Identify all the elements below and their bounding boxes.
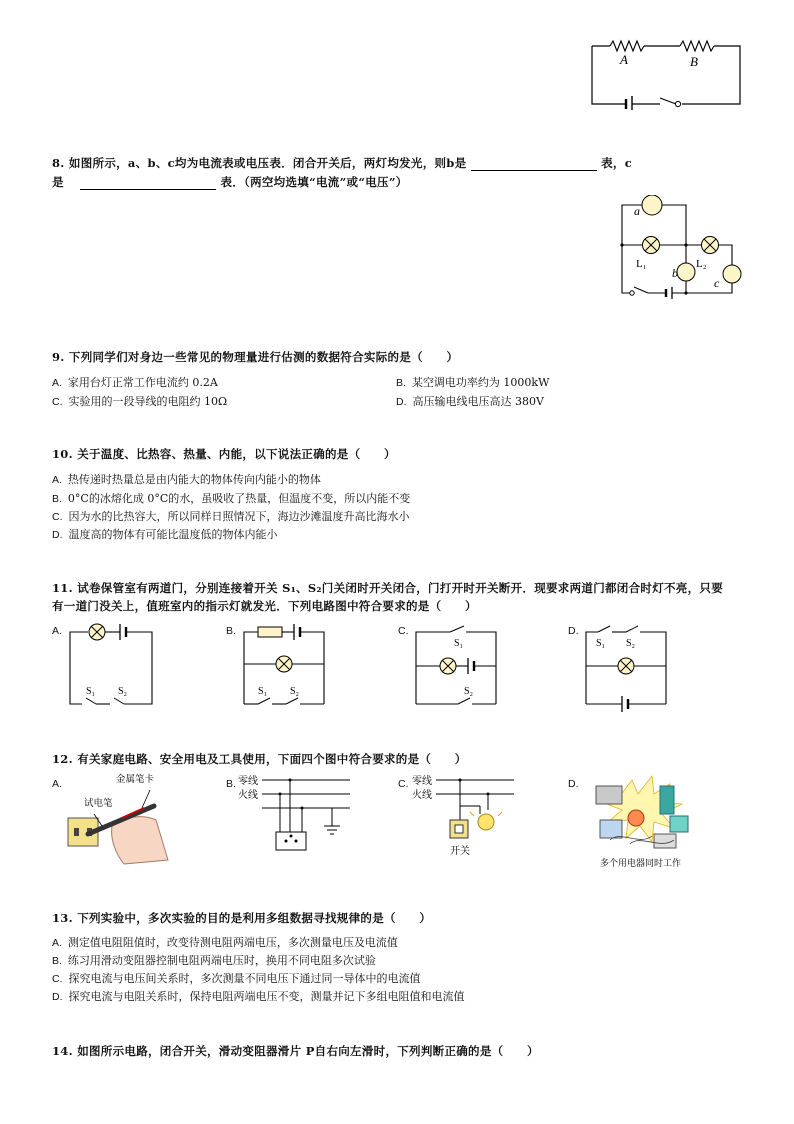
q11-b-s2: S₂ <box>290 686 300 697</box>
q12-a-cap-label: 金属笔卡 <box>116 775 155 785</box>
q13-option-d[interactable]: D. 探究电流与电阻关系时，保持电阻两端电压不变，测量并记下多组电阻值和电流值 <box>52 990 465 1003</box>
q11-circuit-d <box>582 618 672 712</box>
q9-option-b[interactable]: B. 某空调电功率约为 1000kW <box>396 376 550 389</box>
q12-figure-b <box>236 770 352 852</box>
q8-line1 <box>52 155 632 171</box>
q8-fig-b: b <box>672 266 678 280</box>
q12-a-pen-label: 试电笔 <box>84 799 113 809</box>
q8-number: 8. <box>52 156 65 170</box>
q8-circuit-figure <box>616 195 746 301</box>
q8-line2-tail: 表．（两空均选填“电流”或“电压”） <box>220 175 408 189</box>
q11-a-s2: S₂ <box>118 686 128 697</box>
q12-b-neutral: 零线 <box>238 776 258 787</box>
q11-option-d[interactable]: D. <box>568 625 579 637</box>
q12-option-d[interactable]: D. <box>568 778 579 790</box>
q8-line2-head: 是 <box>52 175 64 189</box>
q11-option-c[interactable]: C. <box>398 625 409 637</box>
q13-option-b[interactable]: B. 练习用滑动变阻器控制电阻两端电压时，换用不同电阻多次试验 <box>52 954 376 967</box>
q11-option-a[interactable]: A. <box>52 625 62 637</box>
q8-text1: 如图所示，a、b、c均为电流表或电压表．闭合开关后，两灯均发光，则b是 <box>68 156 467 170</box>
q10-option-c[interactable]: C. 因为水的比热容大，所以同样日照情况下，海边沙滩温度升高比海水小 <box>52 510 410 523</box>
q11-d-s2: S₂ <box>626 638 636 649</box>
q11-a-s1: S₁ <box>86 686 96 697</box>
q8-fig-l1: L₁ <box>636 258 647 270</box>
q8-fig-a: a <box>634 204 640 218</box>
q14-stem: 14. 如图所示电路，闭合开关，滑动变阻器滑片 P自右向左滑时，下列判断正确的是（ ） <box>52 1044 539 1058</box>
q12-d-caption: 多个用电器同时工作 <box>600 858 682 868</box>
q8-blank-1[interactable] <box>471 158 597 171</box>
q7-circuit-figure <box>586 36 746 110</box>
q12-c-switch: 开关 <box>450 846 470 857</box>
q12-figure-d <box>590 770 694 870</box>
q8-blank-2[interactable] <box>80 177 216 190</box>
q12-stem: 12. 有关家庭电路、安全用电及工具使用，下面四个图中符合要求的是（ ） <box>52 752 467 766</box>
q12-c-live: 火线 <box>412 790 432 801</box>
q10-option-a[interactable]: A. 热传递时热量总是由内能大的物体传向内能小的物体 <box>52 473 321 486</box>
q13-option-c[interactable]: C. 探究电流与电压间关系时，多次测量不同电压下通过同一导体中的电流值 <box>52 972 421 985</box>
q12-option-b[interactable]: B. <box>226 778 236 790</box>
q9-option-d[interactable]: D. 高压输电线电压高达 380V <box>396 395 544 408</box>
q11-d-s1: S₁ <box>596 638 606 649</box>
q12-figure-a <box>64 770 172 866</box>
fig7-label-b: B <box>690 54 698 69</box>
q10-stem: 10. 关于温度、比热容、热量、内能，以下说法正确的是（ ） <box>52 447 396 461</box>
fig7-label-a: A <box>620 52 628 67</box>
q9-option-a[interactable]: A. 家用台灯正常工作电流约 0.2A <box>52 376 218 389</box>
q9-stem: 9. 下列同学们对身边一些常见的物理量进行估测的数据符合实际的是（ ） <box>52 350 459 364</box>
q9-option-c[interactable]: C. 实验用的一段导线的电阻约 10Ω <box>52 395 228 408</box>
q12-figure-c <box>410 770 516 860</box>
q12-b-live: 火线 <box>238 790 258 801</box>
q10-option-d[interactable]: D. 温度高的物体有可能比温度低的物体内能小 <box>52 528 278 541</box>
q11-option-b[interactable]: B. <box>226 625 236 637</box>
q11-circuit-c <box>412 618 502 712</box>
q12-c-neutral: 零线 <box>412 776 432 787</box>
q13-option-a[interactable]: A. 测定值电阻阻值时，改变待测电阻两端电压，多次测量电压及电流值 <box>52 936 398 949</box>
q11-line2: 有一道门没关上，值班室内的指示灯就发光．下列电路图中符合要求的是（ ） <box>52 599 477 613</box>
q11-circuit-a <box>66 618 158 712</box>
q8-text1-tail: 表，c <box>601 156 632 170</box>
q11-circuit-b <box>240 618 330 712</box>
q8-line2 <box>52 174 408 190</box>
q11-c-s1: S₁ <box>454 638 464 649</box>
q11-c-s2: S₂ <box>464 686 474 697</box>
q8-fig-c: c <box>714 276 720 290</box>
q12-option-c[interactable]: C. <box>398 778 409 790</box>
q8-fig-l2: L₂ <box>696 258 707 270</box>
q11-line1: 11. 试卷保管室有两道门，分别连接着开关 S₁、S₂门关闭时开关闭合，门打开时开关断开．现要求两道门都闭合时灯不亮，只要 <box>52 581 723 595</box>
q13-stem: 13. 下列实验中，多次实验的目的是利用多组数据寻找规律的是（ ） <box>52 911 432 925</box>
q11-b-s1: S₁ <box>258 686 268 697</box>
q10-option-b[interactable]: B. 0°C的冰熔化成 0°C的水，虽吸收了热量，但温度不变，所以内能不变 <box>52 492 411 505</box>
q12-option-a[interactable]: A. <box>52 778 62 790</box>
